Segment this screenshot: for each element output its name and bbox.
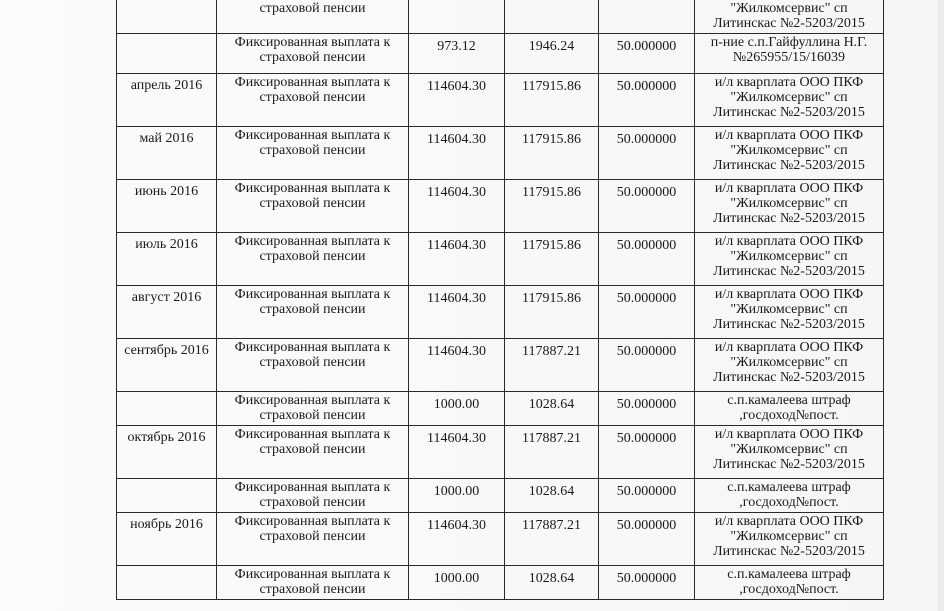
percent-cell: 50.000000 bbox=[599, 180, 695, 233]
total-cell: 1028.64 bbox=[505, 479, 599, 513]
month-cell: апрель 2016 bbox=[117, 74, 217, 127]
month-cell bbox=[117, 479, 217, 513]
table-row bbox=[117, 339, 884, 392]
total-cell: 117915.86 bbox=[505, 180, 599, 233]
month-cell: октябрь 2016 bbox=[117, 426, 217, 479]
note-cell: и/л кварплата ООО ПКФ "Жилкомсервис" сп Литинскас №2-5203/2015 bbox=[695, 127, 884, 180]
table-row bbox=[117, 479, 884, 513]
percent-cell bbox=[599, 0, 695, 34]
table-body bbox=[117, 0, 884, 600]
amount-cell: 973.12 bbox=[409, 34, 505, 74]
total-cell: 117887.21 bbox=[505, 339, 599, 392]
payment-type-cell: Фиксированная выплата к страховой пенсии bbox=[217, 286, 409, 339]
note-cell: с.п.камалеева штраф ,госдоход№пост. bbox=[695, 392, 884, 426]
total-cell: 1946.24 bbox=[505, 34, 599, 74]
amount-cell: 1000.00 bbox=[409, 566, 505, 600]
table-row bbox=[117, 0, 884, 34]
amount-cell: 114604.30 bbox=[409, 286, 505, 339]
percent-cell: 50.000000 bbox=[599, 286, 695, 339]
total-cell: 117887.21 bbox=[505, 513, 599, 566]
table-row bbox=[117, 566, 884, 600]
amount-cell: 114604.30 bbox=[409, 426, 505, 479]
total-cell: 117915.86 bbox=[505, 233, 599, 286]
note-cell: и/л кварплата ООО ПКФ "Жилкомсервис" сп Литинскас №2-5203/2015 bbox=[695, 286, 884, 339]
payment-type-cell: Фиксированная выплата к страховой пенсии bbox=[217, 426, 409, 479]
amount-cell: 1000.00 bbox=[409, 392, 505, 426]
percent-cell: 50.000000 bbox=[599, 339, 695, 392]
month-cell bbox=[117, 566, 217, 600]
amount-cell: 114604.30 bbox=[409, 233, 505, 286]
amount-cell: 114604.30 bbox=[409, 74, 505, 127]
percent-cell: 50.000000 bbox=[599, 392, 695, 426]
payment-type-cell: Фиксированная выплата к страховой пенсии bbox=[217, 339, 409, 392]
month-cell: август 2016 bbox=[117, 286, 217, 339]
month-cell: июль 2016 bbox=[117, 233, 217, 286]
page-edge bbox=[938, 0, 944, 611]
note-cell: "Жилкомсервис" сп Литинскас №2-5203/2015 bbox=[695, 0, 884, 34]
amount-cell: 114604.30 bbox=[409, 127, 505, 180]
percent-cell: 50.000000 bbox=[599, 127, 695, 180]
table-row bbox=[117, 392, 884, 426]
month-cell bbox=[117, 392, 217, 426]
note-cell: и/л кварплата ООО ПКФ "Жилкомсервис" сп Литинскас №2-5203/2015 bbox=[695, 74, 884, 127]
payment-type-cell: страховой пенсии bbox=[217, 0, 409, 34]
table-row bbox=[117, 74, 884, 127]
payment-type-cell: Фиксированная выплата к страховой пенсии bbox=[217, 127, 409, 180]
note-cell: и/л кварплата ООО ПКФ "Жилкомсервис" сп Литинскас №2-5203/2015 bbox=[695, 339, 884, 392]
payment-type-cell: Фиксированная выплата к страховой пенсии bbox=[217, 479, 409, 513]
table-row bbox=[117, 286, 884, 339]
note-cell: и/л кварплата ООО ПКФ "Жилкомсервис" сп Литинскас №2-5203/2015 bbox=[695, 233, 884, 286]
amount-cell: 1000.00 bbox=[409, 479, 505, 513]
amount-cell: 114604.30 bbox=[409, 339, 505, 392]
percent-cell: 50.000000 bbox=[599, 426, 695, 479]
amount-cell bbox=[409, 0, 505, 34]
payment-type-cell: Фиксированная выплата к страховой пенсии bbox=[217, 513, 409, 566]
payment-type-cell: Фиксированная выплата к страховой пенсии bbox=[217, 566, 409, 600]
payment-type-cell: Фиксированная выплата к страховой пенсии bbox=[217, 392, 409, 426]
total-cell: 1028.64 bbox=[505, 566, 599, 600]
percent-cell: 50.000000 bbox=[599, 233, 695, 286]
total-cell: 117915.86 bbox=[505, 286, 599, 339]
table-row bbox=[117, 180, 884, 233]
percent-cell: 50.000000 bbox=[599, 513, 695, 566]
month-cell bbox=[117, 0, 217, 34]
payment-type-cell: Фиксированная выплата к страховой пенсии bbox=[217, 233, 409, 286]
note-cell: и/л кварплата ООО ПКФ "Жилкомсервис" сп Литинскас №2-5203/2015 bbox=[695, 513, 884, 566]
payment-type-cell: Фиксированная выплата к страховой пенсии bbox=[217, 180, 409, 233]
month-cell: май 2016 bbox=[117, 127, 217, 180]
amount-cell: 114604.30 bbox=[409, 513, 505, 566]
payment-type-cell: Фиксированная выплата к страховой пенсии bbox=[217, 74, 409, 127]
table-row bbox=[117, 34, 884, 74]
total-cell: 117915.86 bbox=[505, 74, 599, 127]
table-row bbox=[117, 127, 884, 180]
note-cell: и/л кварплата ООО ПКФ "Жилкомсервис" сп Литинскас №2-5203/2015 bbox=[695, 180, 884, 233]
note-cell: п-ние с.п.Гайфуллина Н.Г.№265955/15/16039 bbox=[695, 34, 884, 74]
month-cell: ноябрь 2016 bbox=[117, 513, 217, 566]
month-cell bbox=[117, 34, 217, 74]
percent-cell: 50.000000 bbox=[599, 74, 695, 127]
month-cell: июнь 2016 bbox=[117, 180, 217, 233]
payment-type-cell: Фиксированная выплата к страховой пенсии bbox=[217, 34, 409, 74]
total-cell: 1028.64 bbox=[505, 392, 599, 426]
total-cell bbox=[505, 0, 599, 34]
table-row bbox=[117, 233, 884, 286]
percent-cell: 50.000000 bbox=[599, 479, 695, 513]
month-cell: сентябрь 2016 bbox=[117, 339, 217, 392]
table-row bbox=[117, 426, 884, 479]
amount-cell: 114604.30 bbox=[409, 180, 505, 233]
total-cell: 117887.21 bbox=[505, 426, 599, 479]
note-cell: и/л кварплата ООО ПКФ "Жилкомсервис" сп Литинскас №2-5203/2015 bbox=[695, 426, 884, 479]
note-cell: с.п.камалеева штраф ,госдоход№пост. bbox=[695, 566, 884, 600]
total-cell: 117915.86 bbox=[505, 127, 599, 180]
table-row bbox=[117, 513, 884, 566]
percent-cell: 50.000000 bbox=[599, 34, 695, 74]
percent-cell: 50.000000 bbox=[599, 566, 695, 600]
note-cell: с.п.камалеева штраф ,госдоход№пост. bbox=[695, 479, 884, 513]
deductions-table bbox=[116, 0, 884, 600]
